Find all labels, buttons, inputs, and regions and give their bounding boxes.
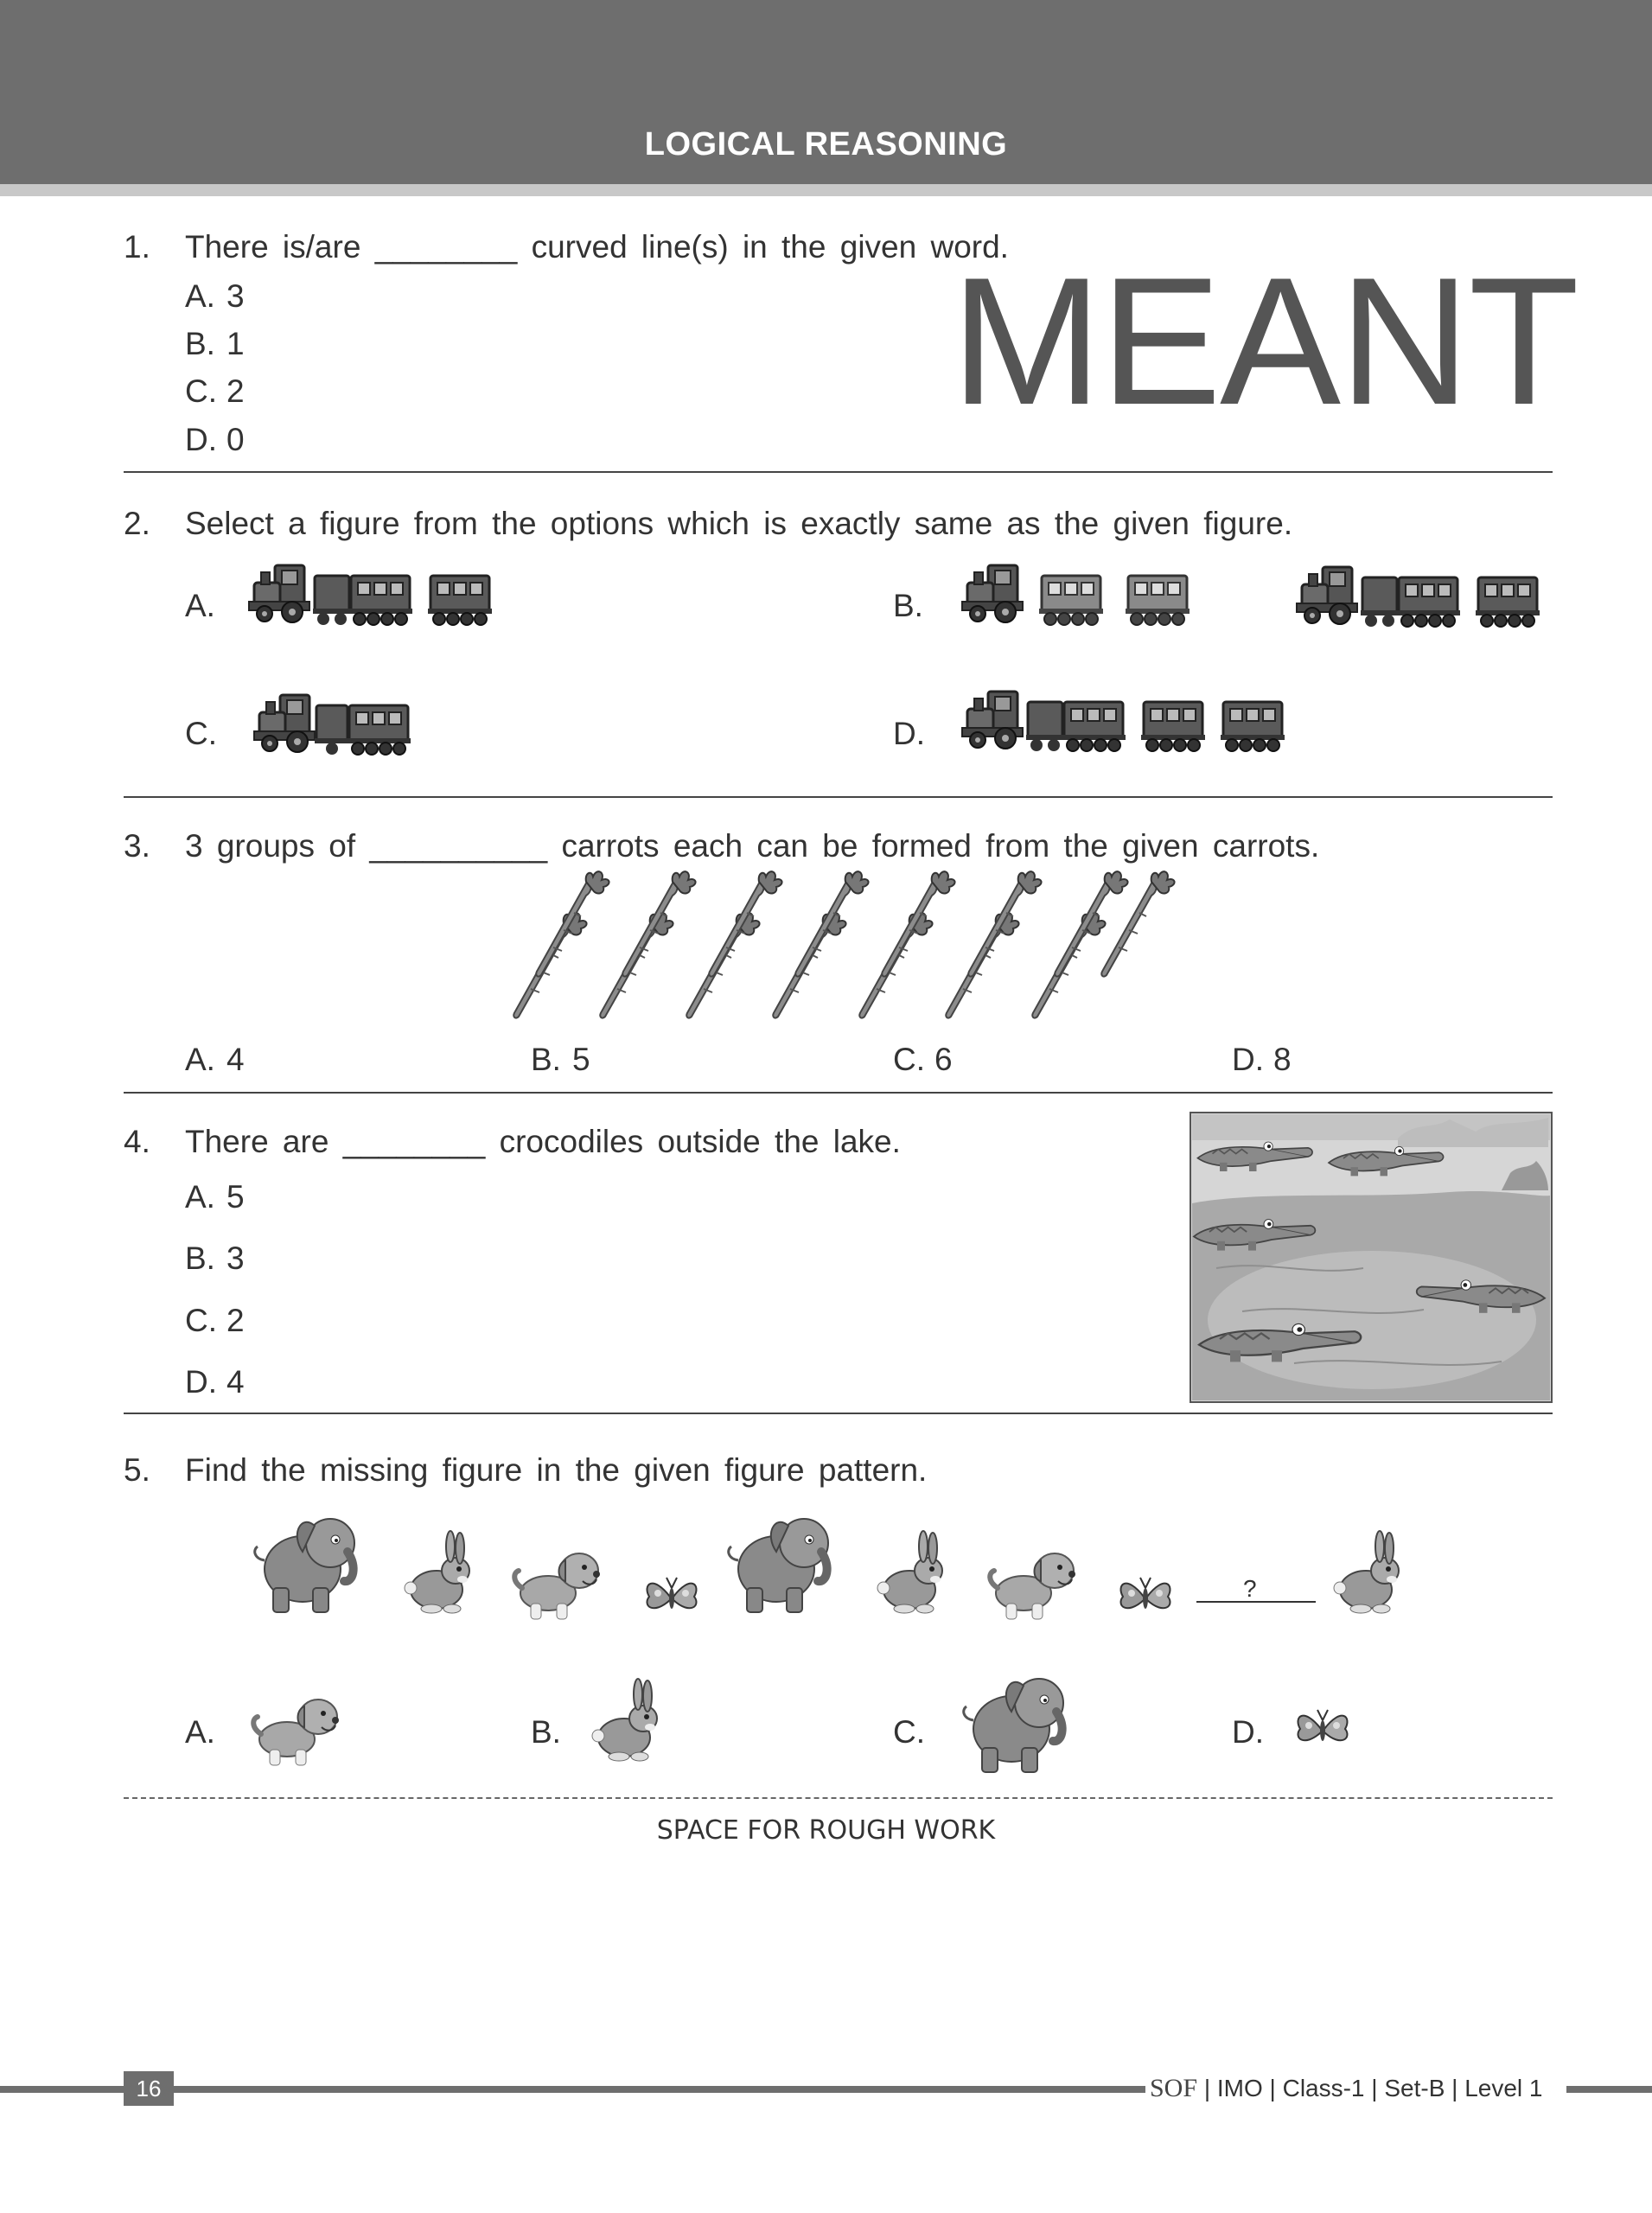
- option-letter: A.: [185, 1042, 215, 1077]
- q1-option-b[interactable]: [185, 326, 245, 362]
- option-letter: D.: [1232, 1042, 1264, 1077]
- option-value: 3: [226, 1240, 245, 1276]
- option-value: 4: [226, 1364, 245, 1400]
- option-letter: B.: [531, 1714, 561, 1750]
- option-letter: C.: [185, 716, 217, 751]
- carrots-figure: [496, 873, 1188, 1029]
- q2-option-d[interactable]: [893, 716, 925, 752]
- footer-line-right: [1566, 2086, 1652, 2093]
- train-option-c-image: [254, 686, 427, 764]
- q5-option-d[interactable]: [1232, 1714, 1264, 1751]
- option-value: 5: [226, 1179, 245, 1215]
- train-option-d-image: [962, 683, 1299, 765]
- q3-number: 3.: [124, 828, 150, 864]
- option-letter: C.: [893, 1714, 925, 1750]
- option-letter: A.: [185, 278, 215, 314]
- footer-details: | IMO | Class-1 | Set-B | Level 1: [1203, 2075, 1543, 2101]
- option-letter: B.: [531, 1042, 561, 1077]
- q2-option-c[interactable]: [185, 716, 217, 752]
- section-title: LOGICAL REASONING: [644, 126, 1008, 163]
- q4-option-c[interactable]: [185, 1303, 245, 1339]
- q1-number: 1.: [124, 229, 150, 265]
- option-letter: D.: [185, 422, 217, 457]
- rough-work-divider: [124, 1797, 1553, 1799]
- page-number: 16: [124, 2071, 174, 2106]
- q1-option-d[interactable]: [185, 422, 245, 458]
- option-value: 4: [226, 1042, 245, 1077]
- q3-option-c[interactable]: [893, 1042, 953, 1078]
- header-stripe: [0, 184, 1652, 196]
- option-letter: A.: [185, 1179, 215, 1215]
- q4-option-b[interactable]: [185, 1240, 245, 1277]
- option-letter: A.: [185, 588, 215, 623]
- given-train-figure: [1297, 558, 1556, 636]
- option-letter: C.: [185, 373, 217, 409]
- option-a-dog-image: [249, 1677, 361, 1781]
- q3-option-a[interactable]: [185, 1042, 245, 1078]
- option-value: 8: [1273, 1042, 1292, 1077]
- option-value: 1: [226, 326, 245, 361]
- q3-option-d[interactable]: [1232, 1042, 1292, 1078]
- option-letter: C.: [893, 1042, 925, 1077]
- divider: [124, 471, 1553, 473]
- q1-option-a[interactable]: [185, 278, 245, 315]
- q3-text: 3 groups of __________ carrots each can be formed from the given carrots.: [185, 828, 1320, 864]
- q2-text: Select a figure from the options which is exactly same as the given figure.: [185, 506, 1293, 541]
- q1-option-c[interactable]: [185, 373, 245, 410]
- divider: [124, 1413, 1553, 1414]
- option-b-rabbit-image: [590, 1677, 676, 1781]
- option-letter: D.: [893, 716, 925, 751]
- q5-text: Find the missing figure in the given figure pattern.: [185, 1452, 928, 1488]
- q4-number: 4.: [124, 1124, 150, 1159]
- option-value: 5: [572, 1042, 590, 1077]
- missing-figure-mark: ?: [1243, 1575, 1257, 1602]
- divider: [124, 1092, 1553, 1094]
- crocodile-lake-picture: [1190, 1113, 1552, 1402]
- train-option-a-image: [249, 557, 508, 635]
- option-letter: C.: [185, 1303, 217, 1338]
- divider: [124, 796, 1553, 798]
- option-value: 0: [226, 422, 245, 457]
- q4-text: There are ________ crocodiles outside the lake.: [185, 1124, 901, 1159]
- q2-option-a[interactable]: [185, 588, 215, 624]
- option-value: 2: [226, 1303, 245, 1338]
- option-letter: D.: [1232, 1714, 1264, 1750]
- q4-option-d[interactable]: [185, 1364, 245, 1400]
- q5-number: 5.: [124, 1452, 150, 1488]
- q2-option-b[interactable]: [893, 588, 923, 624]
- q5-option-b[interactable]: [531, 1714, 561, 1751]
- option-letter: B.: [185, 326, 215, 361]
- option-letter: D.: [185, 1364, 217, 1400]
- q5-option-a[interactable]: [185, 1714, 215, 1751]
- q1-given-word: MEANT: [951, 239, 1578, 443]
- q2-number: 2.: [124, 506, 150, 541]
- option-letter: A.: [185, 1714, 215, 1750]
- option-value: 2: [226, 373, 245, 409]
- option-c-elephant-image: [960, 1668, 1089, 1789]
- footer-info: [1150, 2074, 1543, 2103]
- q3-option-b[interactable]: [531, 1042, 590, 1078]
- option-letter: B.: [185, 1240, 215, 1276]
- option-value: 3: [226, 278, 245, 314]
- q4-option-a[interactable]: [185, 1179, 245, 1215]
- option-d-butterfly-image: [1295, 1703, 1364, 1763]
- sof-logo: SOF: [1150, 2074, 1198, 2102]
- q5-option-c[interactable]: [893, 1714, 925, 1751]
- option-letter: B.: [893, 588, 923, 623]
- option-value: 6: [934, 1042, 953, 1077]
- train-option-b-image: [962, 557, 1204, 635]
- rough-work-label: SPACE FOR ROUGH WORK: [656, 1815, 996, 1846]
- q1-text: There is/are ________ curved line(s) in the given word.: [185, 229, 1009, 265]
- animal-pattern-figure: [251, 1508, 1444, 1638]
